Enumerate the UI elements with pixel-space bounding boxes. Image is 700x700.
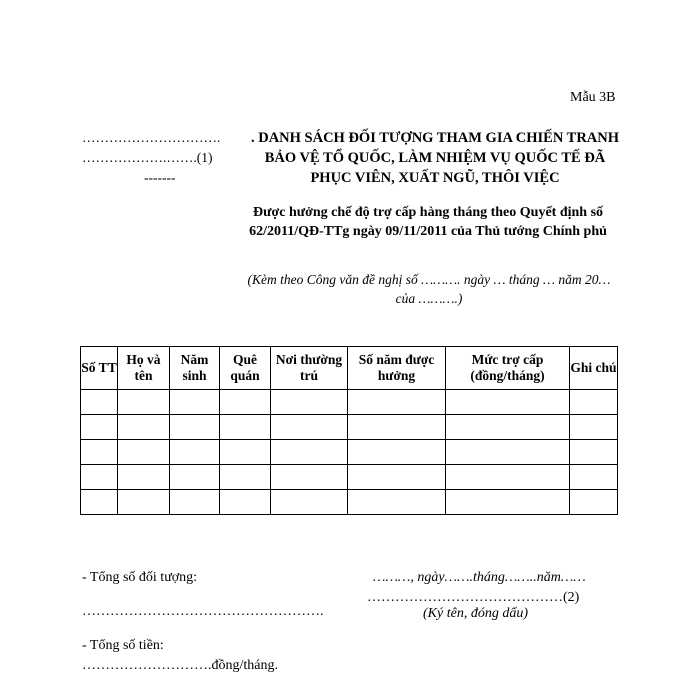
total-money-label: - Tổng số tiền: [82, 638, 164, 653]
table-cell[interactable] [570, 390, 618, 415]
table-cell[interactable] [446, 415, 570, 440]
table-cell[interactable] [446, 390, 570, 415]
table-cell[interactable] [81, 390, 118, 415]
table-cell[interactable] [446, 440, 570, 465]
table-row [81, 390, 618, 415]
table-cell[interactable] [348, 390, 446, 415]
header-years-entitled: Số năm được hưởng [348, 347, 446, 390]
table-cell[interactable] [220, 415, 271, 440]
table-cell[interactable] [271, 440, 348, 465]
header-stt: Số TT [81, 347, 118, 390]
title-line-1: . DANH SÁCH ĐỐI TƯỢNG THAM GIA CHIẾN TRANH [250, 130, 620, 146]
table-cell[interactable] [118, 490, 170, 515]
sign-note: (Ký tên, đóng dấu) [423, 606, 528, 621]
header-residence: Nơi thường trú [271, 347, 348, 390]
table-cell[interactable] [118, 440, 170, 465]
table-cell[interactable] [220, 490, 271, 515]
table-cell[interactable] [118, 390, 170, 415]
table-header-row [81, 347, 618, 390]
table-cell[interactable] [81, 440, 118, 465]
issuing-agency-block [82, 128, 242, 188]
table-cell[interactable] [570, 440, 618, 465]
header-notes: Ghi chú [570, 347, 618, 390]
table-cell[interactable] [271, 465, 348, 490]
table-cell[interactable] [220, 390, 271, 415]
agency-line-1: …………………………. [82, 130, 221, 145]
table-cell[interactable] [570, 465, 618, 490]
agency-line-2: ……………….…….(1) [82, 150, 213, 165]
table-row [81, 490, 618, 515]
table-cell[interactable] [170, 490, 220, 515]
table-cell[interactable] [348, 440, 446, 465]
beneficiary-table [80, 346, 618, 515]
total-subjects-label: - Tổng số đối tượng: [82, 570, 198, 585]
total-money-line: ……………………….đồng/tháng. [82, 658, 278, 673]
form-code: Mẫu 3B [570, 90, 616, 105]
table-cell[interactable] [220, 440, 271, 465]
table-cell[interactable] [271, 390, 348, 415]
table-cell[interactable] [170, 440, 220, 465]
table-cell[interactable] [271, 415, 348, 440]
table-cell[interactable] [348, 490, 446, 515]
title-line-2: BẢO VỆ TỔ QUỐC, LÀM NHIỆM VỤ QUỐC TẾ ĐÃ [264, 150, 606, 166]
table-cell[interactable] [271, 490, 348, 515]
table-cell[interactable] [348, 415, 446, 440]
table-row [81, 415, 618, 440]
date-line: ………, ngày…….tháng……..năm…… [373, 570, 586, 585]
header-allowance: Mức trợ cấp (đồng/tháng) [446, 347, 570, 390]
table-cell[interactable] [570, 415, 618, 440]
attachment-note: (Kèm theo Công văn đề nghị số ………. ngày … tháng … năm 20… của ……….) [247, 272, 611, 306]
table-cell[interactable] [118, 415, 170, 440]
table-cell[interactable] [170, 415, 220, 440]
table-cell[interactable] [118, 465, 170, 490]
table-cell[interactable] [81, 465, 118, 490]
table-cell[interactable] [170, 390, 220, 415]
total-subjects-dots: ……………………………………………. [82, 604, 324, 619]
table-cell[interactable] [446, 465, 570, 490]
table-cell[interactable] [570, 490, 618, 515]
header-birth-year: Năm sinh [170, 347, 220, 390]
document-title [240, 128, 630, 188]
table-row [81, 440, 618, 465]
agency-separator: ------- [144, 170, 176, 185]
table-cell[interactable] [81, 415, 118, 440]
title-line-3: PHỤC VIÊN, XUẤT NGŨ, THÔI VIỆC [310, 170, 560, 186]
signer-line: ……………………………………(2) [367, 590, 580, 605]
table-cell[interactable] [446, 490, 570, 515]
table-cell[interactable] [81, 490, 118, 515]
header-hometown: Quê quán [220, 347, 271, 390]
header-name: Họ và tên [118, 347, 170, 390]
table-row [81, 465, 618, 490]
table-cell[interactable] [348, 465, 446, 490]
document-subtitle: Được hưởng chế độ trợ cấp hàng tháng theo Quyết định số 62/2011/QĐ-TTg ngày 09/11/2011 của Thủ tướng Chính phủ [249, 205, 607, 239]
table-cell[interactable] [220, 465, 271, 490]
table-cell[interactable] [170, 465, 220, 490]
